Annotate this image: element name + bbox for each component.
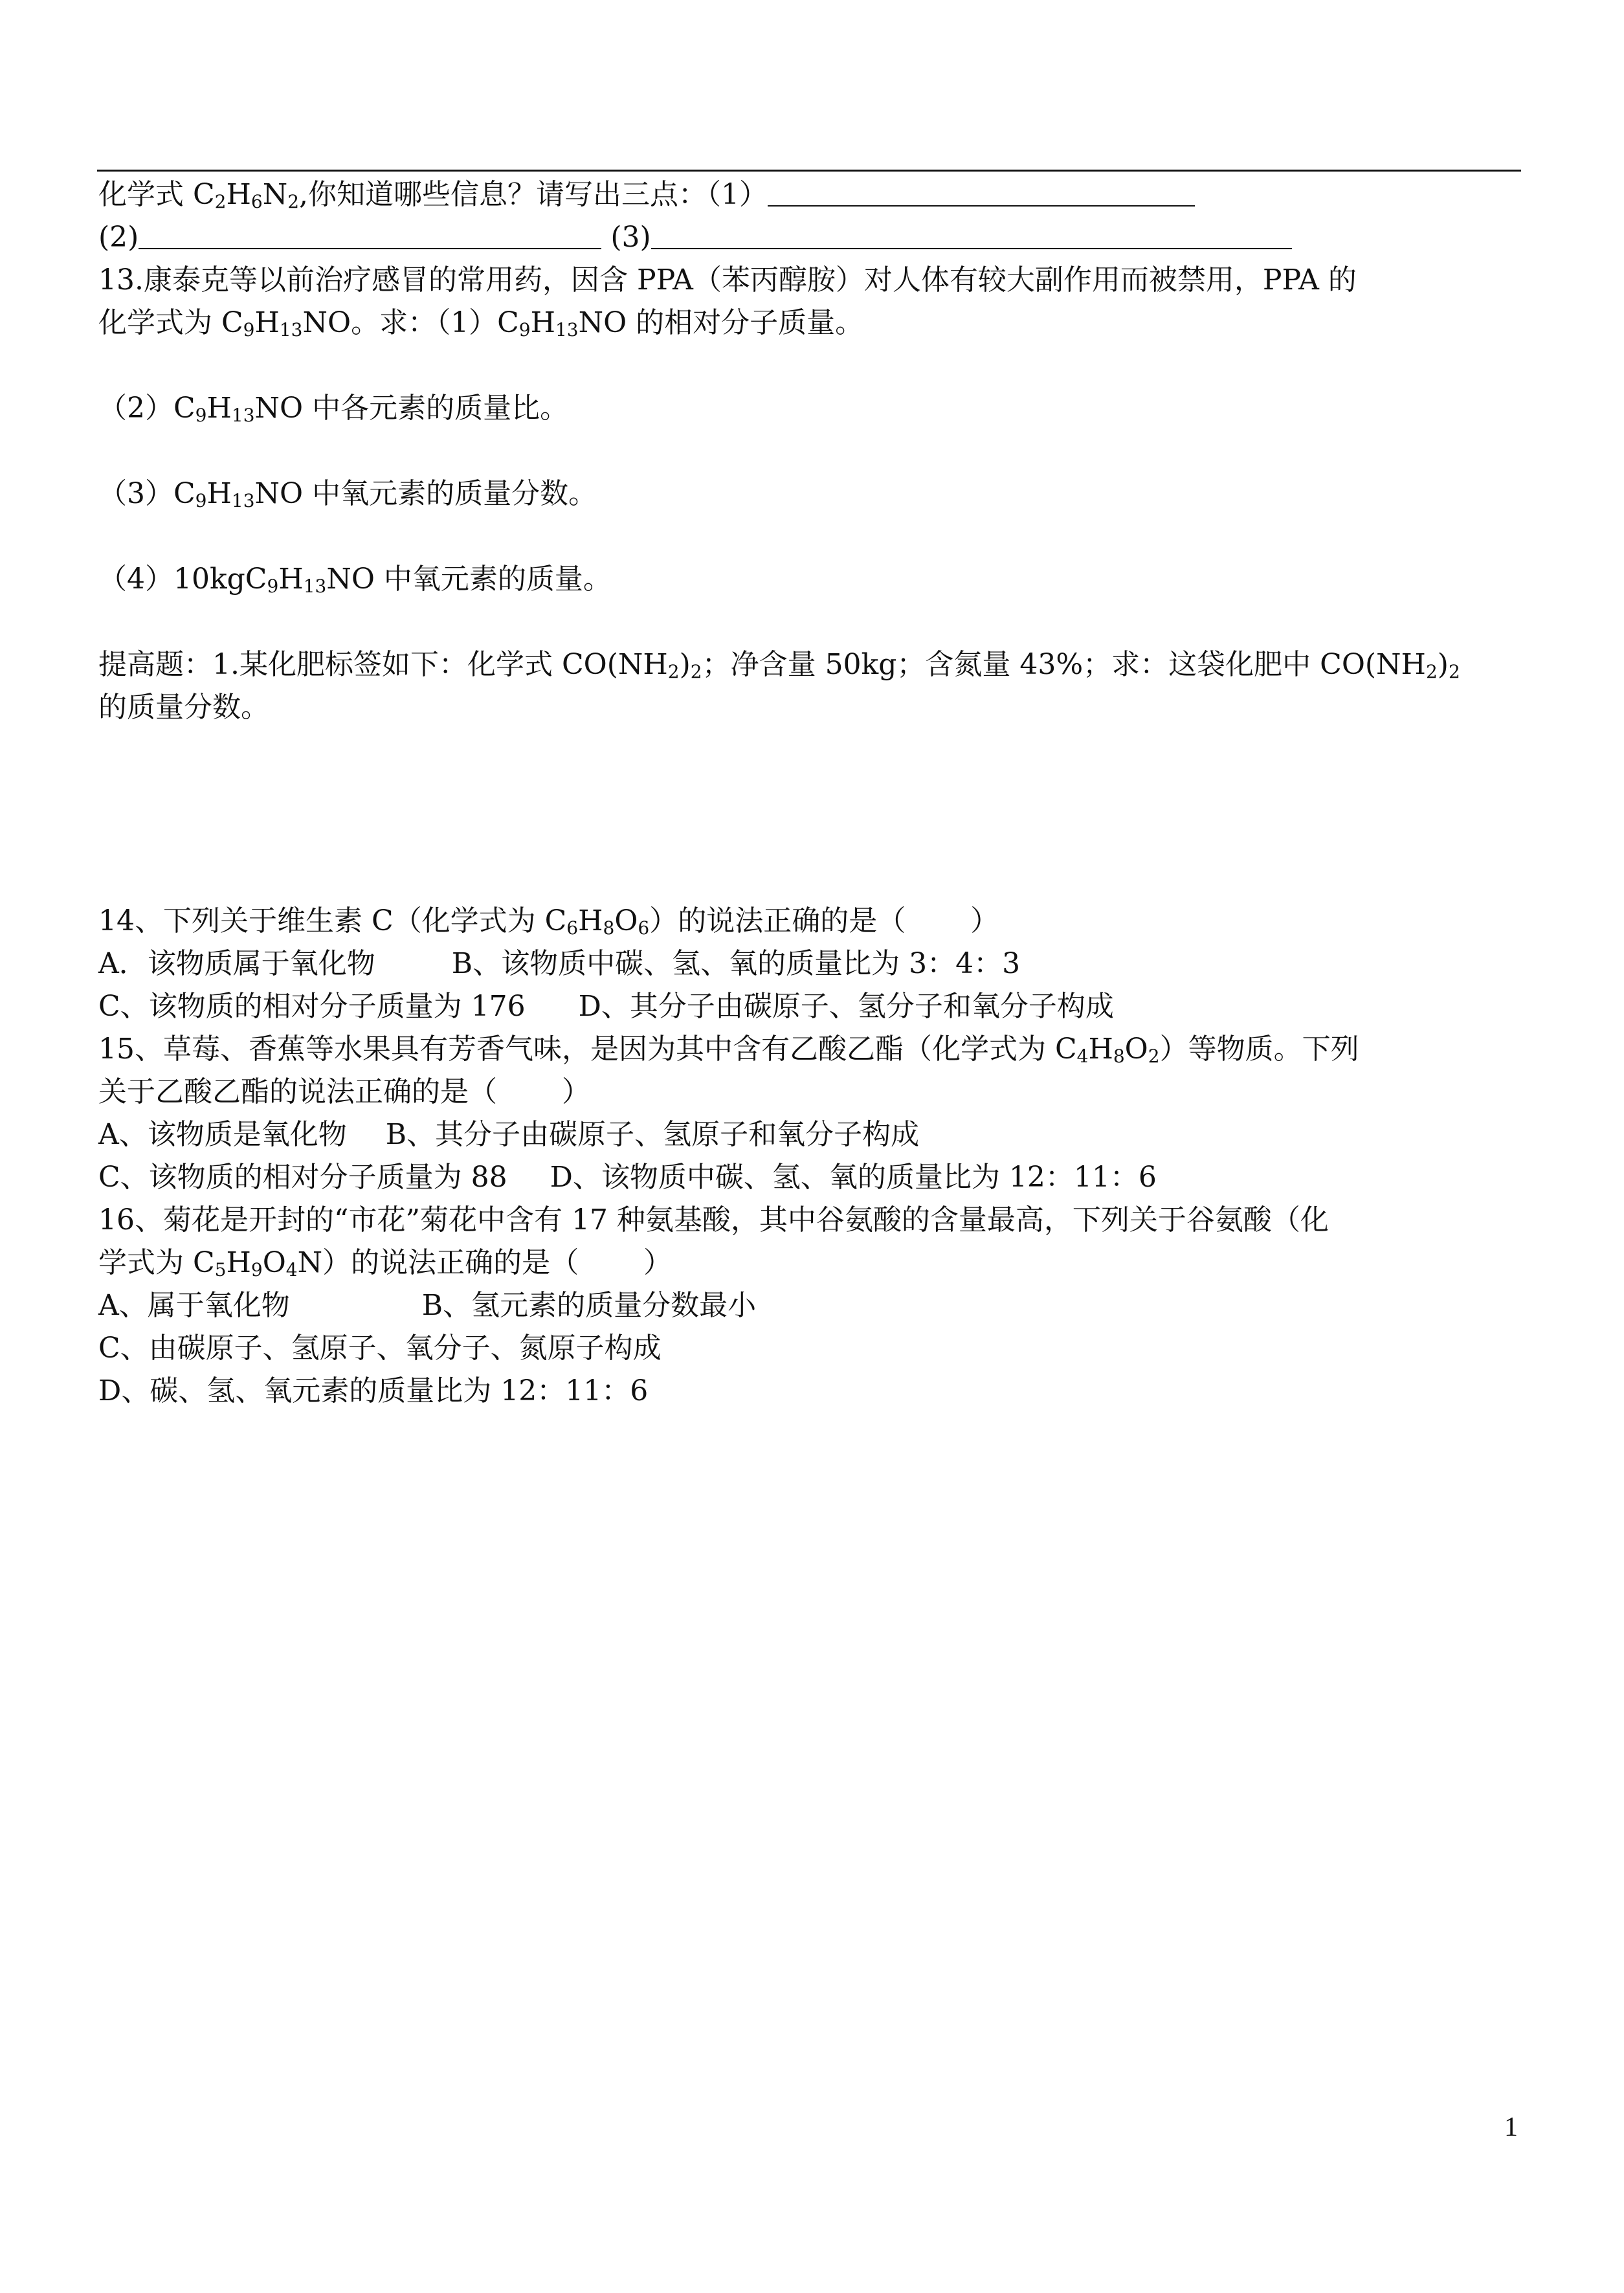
q13-part2: $(2)C_9H_{13}NO$ 中各元素的质量比。 bbox=[98, 392, 569, 426]
q16-option-c-line bbox=[98, 1327, 1529, 1370]
q14-stem: 14、下列关于维生素 C（化学式为 $C_6H_8O_6$）的说法正确的是（ ） bbox=[98, 904, 999, 939]
q13-line2: 化学式为 $C_9H_{13}NO$。求：$(1)C_9H_{13}NO$ 的相对分子质量。 bbox=[98, 306, 864, 341]
q15-stem1: 15、草莓、香蕉等水果具有芳香气味，是因为其中含有乙酸乙酯（化学式为 $C_4H_8O_2$）等物质。下列 bbox=[98, 1033, 1359, 1067]
q14-option-b[interactable]: B、该物质中碳、氢、氧的质量比为 3：4：3 bbox=[451, 947, 1021, 980]
q13-line1: 13.康泰克等以前治疗感冒的常用药，因含 PPA（苯丙醇胺）对人体有较大副作用而被禁用，PPA 的 bbox=[98, 263, 1357, 296]
q12-line1: 化学式 $C_2H_6N_2$,你知道哪些信息？请写出三点：（1） bbox=[98, 173, 1529, 216]
page-number: 1 bbox=[1504, 2112, 1518, 2142]
q14-options-cd bbox=[98, 985, 1529, 1028]
q16-stem2: 学式为 $C_5H_9O_4N$）的说法正确的是（ ） bbox=[98, 1246, 673, 1281]
header-rule bbox=[97, 170, 1521, 172]
q16-option-c[interactable]: C、由碳原子、氢原子、氧分子、氮原子构成 bbox=[98, 1332, 662, 1365]
q16-option-a[interactable]: A、属于氧化物 bbox=[98, 1289, 290, 1322]
q16-options-ab bbox=[98, 1284, 1529, 1327]
advanced-line1: 提高题：1.某化肥标签如下：化学式 $CO(NH_2)_2$；净含量 50kg；含氮量 43%；求：这袋化肥中 $CO(NH_2)_2$ bbox=[98, 648, 1460, 682]
q15-option-b[interactable]: B、其分子由碳原子、氢原子和氧分子构成 bbox=[385, 1118, 920, 1151]
q15-option-d[interactable]: D、该物质中碳、氢、氧的质量比为 12：11：6 bbox=[550, 1161, 1157, 1194]
q15-stem2: 关于乙酸乙酯的说法正确的是（ ） bbox=[98, 1075, 590, 1108]
q16-option-d[interactable]: D、碳、氢、氧元素的质量比为 12：11：6 bbox=[98, 1374, 649, 1407]
spacer bbox=[98, 601, 1529, 643]
q15-option-c[interactable]: C、该物质的相对分子质量为 88 bbox=[98, 1161, 507, 1194]
spacer bbox=[98, 729, 1529, 900]
q14-option-a[interactable]: A．该物质属于氧化物 bbox=[98, 947, 375, 980]
document-body bbox=[98, 173, 1529, 1413]
q14-options-ab bbox=[98, 943, 1529, 985]
q14-option-c[interactable]: C、该物质的相对分子质量为 176 bbox=[98, 990, 526, 1023]
q13-part3: $(3)C_9H_{13}NO$ 中氧元素的质量分数。 bbox=[98, 477, 597, 511]
spacer bbox=[98, 515, 1529, 558]
q15-options-cd bbox=[98, 1156, 1529, 1199]
q16-stem1: 16、菊花是开封的“市花”菊花中含有 17 种氨基酸，其中谷氨酸的含量最高，下列关于谷氨酸（化 bbox=[98, 1203, 1329, 1236]
q12-line2: (2) (3) bbox=[98, 216, 1529, 259]
q13-part4: $(4)10kgC_9H_{13}NO$ 中氧元素的质量。 bbox=[98, 563, 612, 597]
answer-blank-3[interactable] bbox=[651, 222, 1292, 249]
advanced-line2: 的质量分数。 bbox=[98, 691, 269, 724]
spacer bbox=[98, 344, 1529, 387]
q16-option-b[interactable]: B、氢元素的质量分数最小 bbox=[421, 1289, 757, 1322]
q15-option-a[interactable]: A、该物质是氧化物 bbox=[98, 1118, 347, 1151]
q15-options-ab bbox=[98, 1113, 1529, 1156]
answer-blank-2[interactable] bbox=[139, 222, 601, 249]
answer-blank-1[interactable] bbox=[768, 179, 1195, 207]
q16-option-d-line bbox=[98, 1370, 1529, 1413]
spacer bbox=[98, 430, 1529, 473]
q14-option-d[interactable]: D、其分子由碳原子、氢分子和氧分子构成 bbox=[578, 990, 1114, 1023]
